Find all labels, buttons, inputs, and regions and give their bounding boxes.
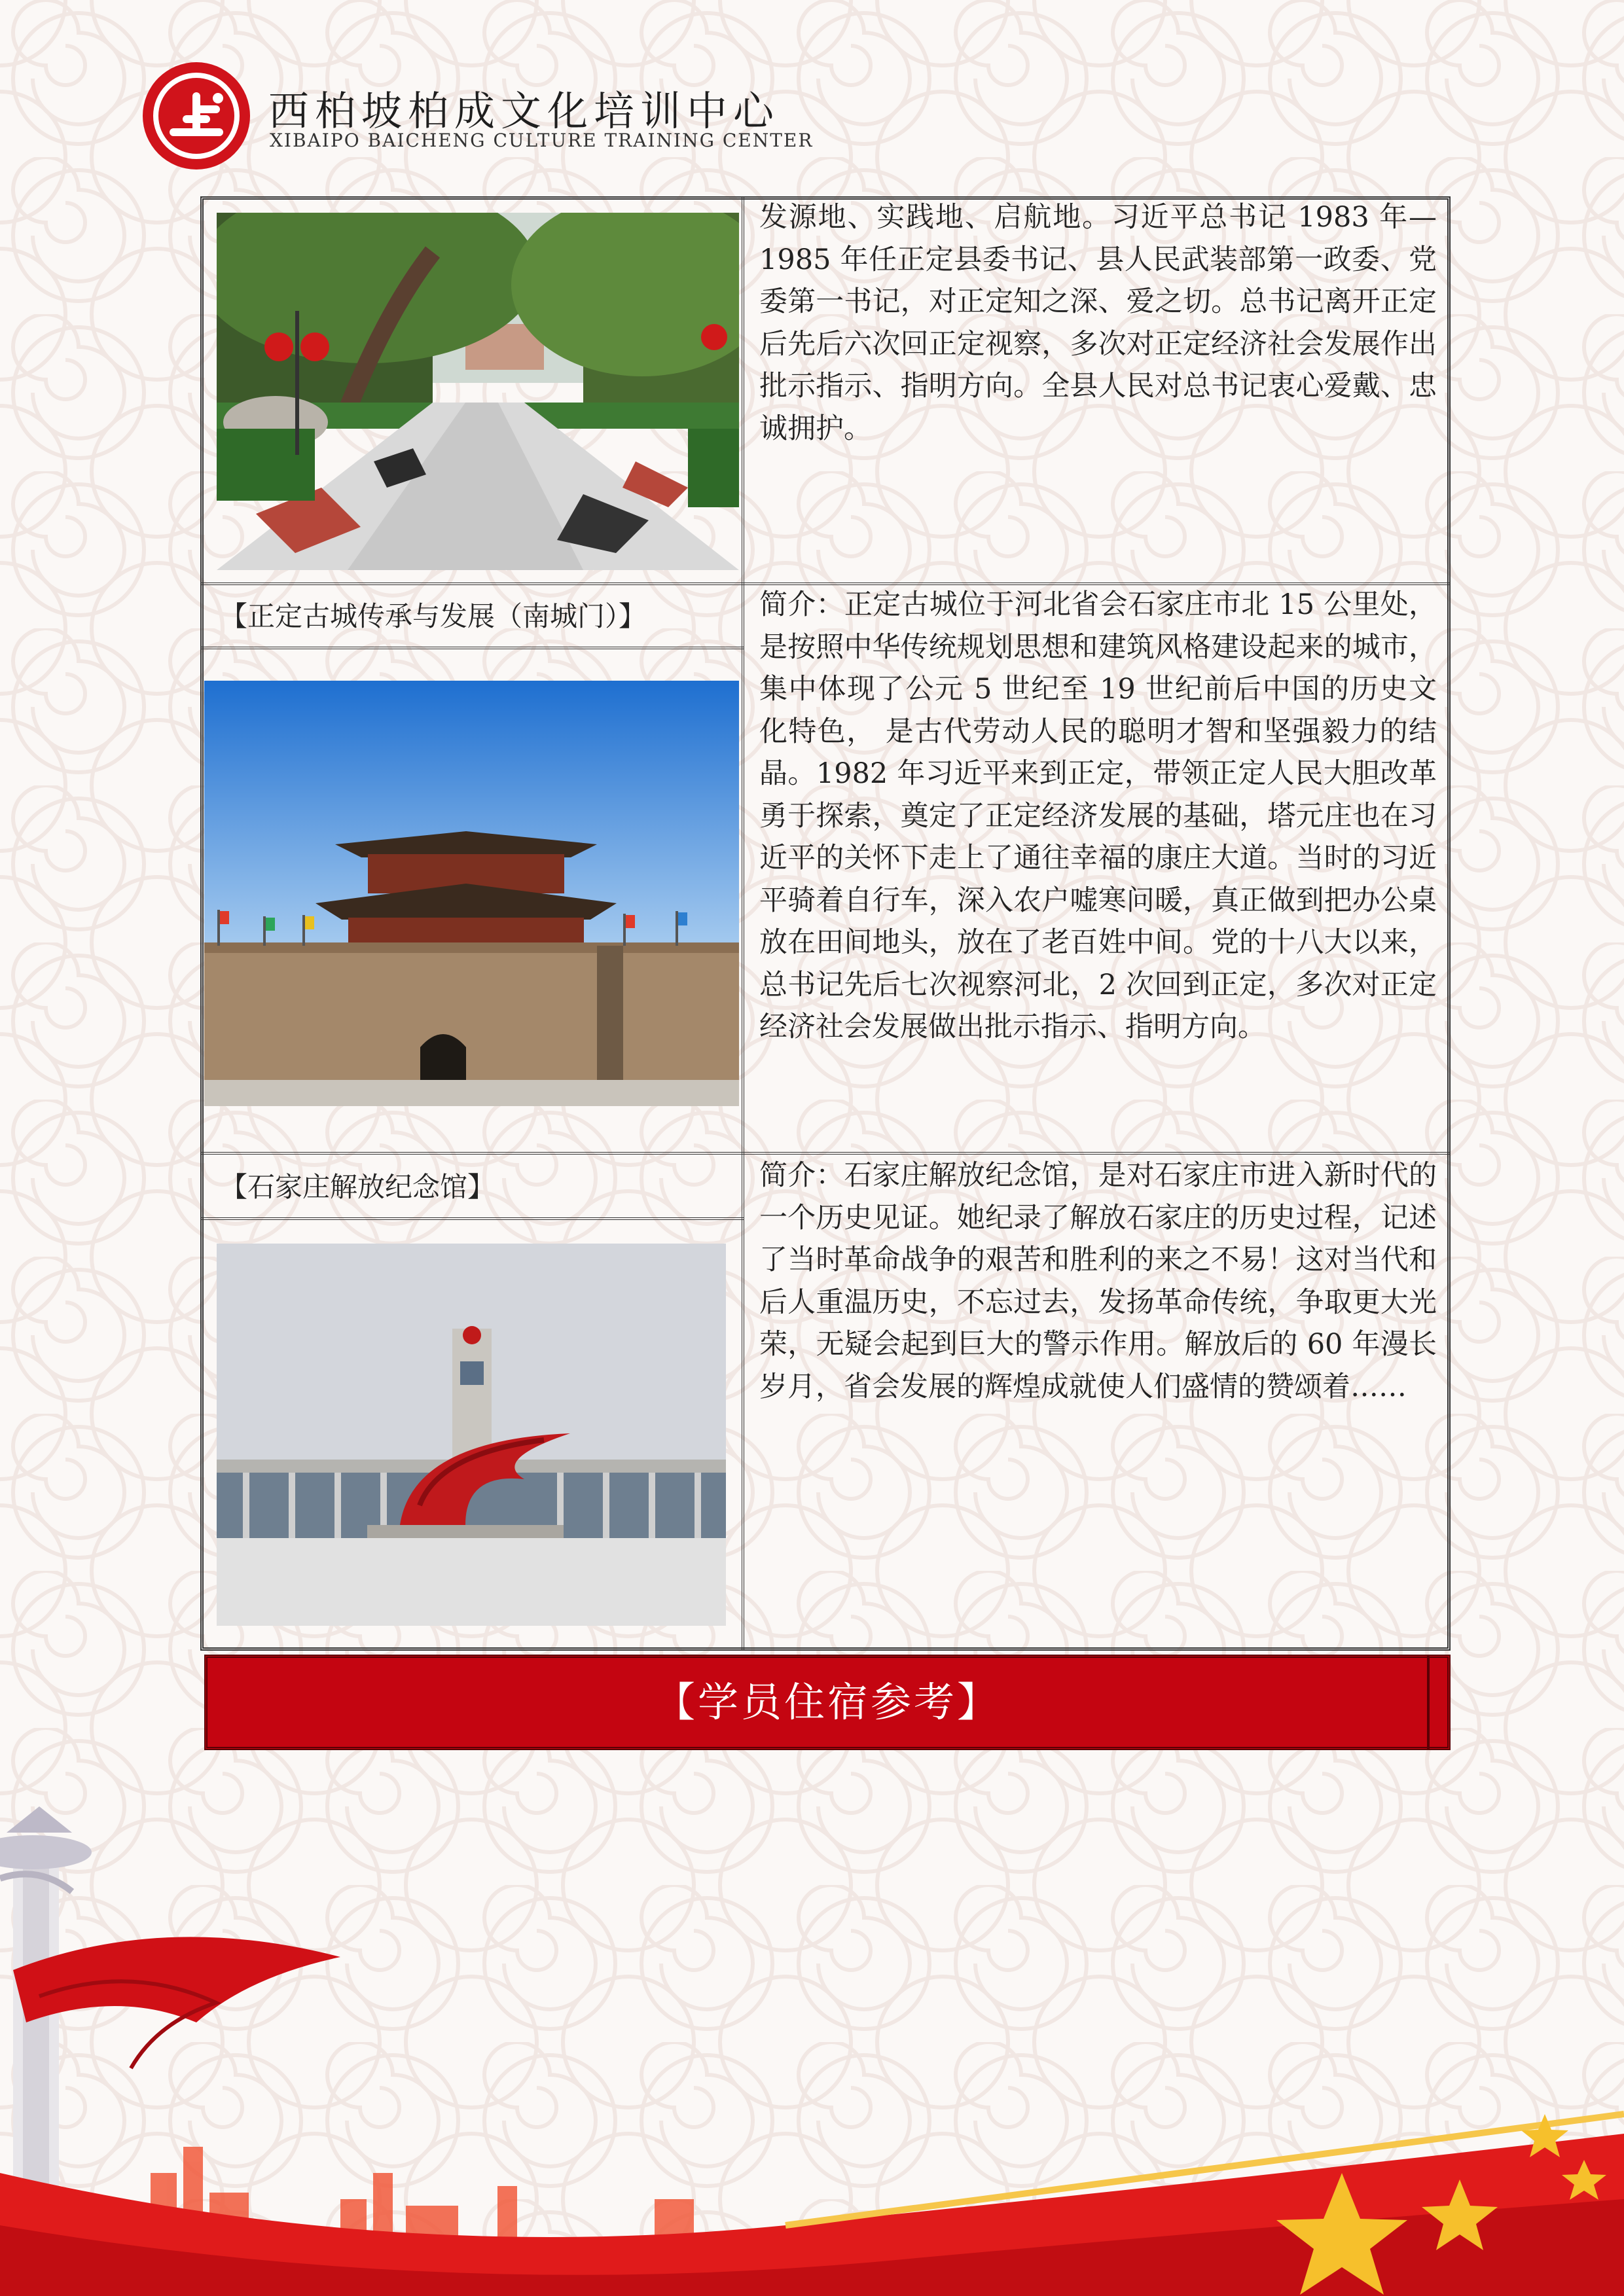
park-walkway-photo <box>217 213 739 570</box>
south-city-gate-photo <box>204 681 739 1106</box>
section-2-label: 【正定古城传承与发展（南城门）】 <box>220 600 647 632</box>
banner-title: 【学员住宿参考】 <box>654 1678 1000 1726</box>
section-3-label: 【石家庄解放纪念馆】 <box>220 1171 496 1203</box>
section-2-text: 简介：正定古城位于河北省会石家庄市北 15 公里处，是按照中华传统规划思想和建筑风格建设起来的城市，集中体现了公元 5 世纪至 19 世纪前后中国的历史文化特色， 是古代劳动人民的聪明才智和坚强毅力的结晶。1982 年习近平来到正定，带领正定人民大胆改革勇于探索，奠定了正定经济发展的基础，塔元庄也在习近平的关怀下走上了通往幸福的康庄大道。当时的习近平骑着自行车，深入农户嘘寒问暖，真正做到把办公桌放在田间地头，放在了老百姓中间。党的十八大以来，总书记先后七次视察河北，2 次回到正定，多次对正定经济社会发展做出批示指示、指明方向。 <box>759 588 1437 1043</box>
liberation-memorial-hall-photo <box>217 1244 726 1626</box>
org-seal-logo-icon <box>141 60 252 171</box>
label-row-divider <box>200 1217 744 1220</box>
section-3-text: 简介：石家庄解放纪念馆，是对石家庄市进入新时代的一个历史见证。她纪录了解放石家庄的历史过程，记述了当时革命战争的艰苦和胜利的来之不易！这对当代和后人重温历史，不忘过去，发扬革命传统，争取更大光荣，无疑会起到巨大的警示作用。解放后的 60 年漫长岁月，省会发展的辉煌成就使人们盛情的赞颂着…… <box>759 1159 1437 1403</box>
section-1-text: 发源地、实践地、启航地。习近平总书记 1983 年—1985 年任正定县委书记、县人民武装部第一政委、党委第一书记，对正定知之深、爱之切。总书记离开正定后先后六次回正定视察，多次对正定经济社会发展作出批示指示、指明方向。全县人民对总书记衷心爱戴、忠诚拥护。 <box>759 201 1437 445</box>
org-name-english: XIBAIPO BAICHENG CULTURE TRAINING CENTER <box>270 130 814 151</box>
org-name-chinese: 西柏坡柏成文化培训中心 <box>268 87 780 135</box>
table-column-divider <box>742 196 744 1651</box>
label-row-divider <box>200 647 744 649</box>
red-ribbon-footer-decoration <box>0 1806 1624 2296</box>
